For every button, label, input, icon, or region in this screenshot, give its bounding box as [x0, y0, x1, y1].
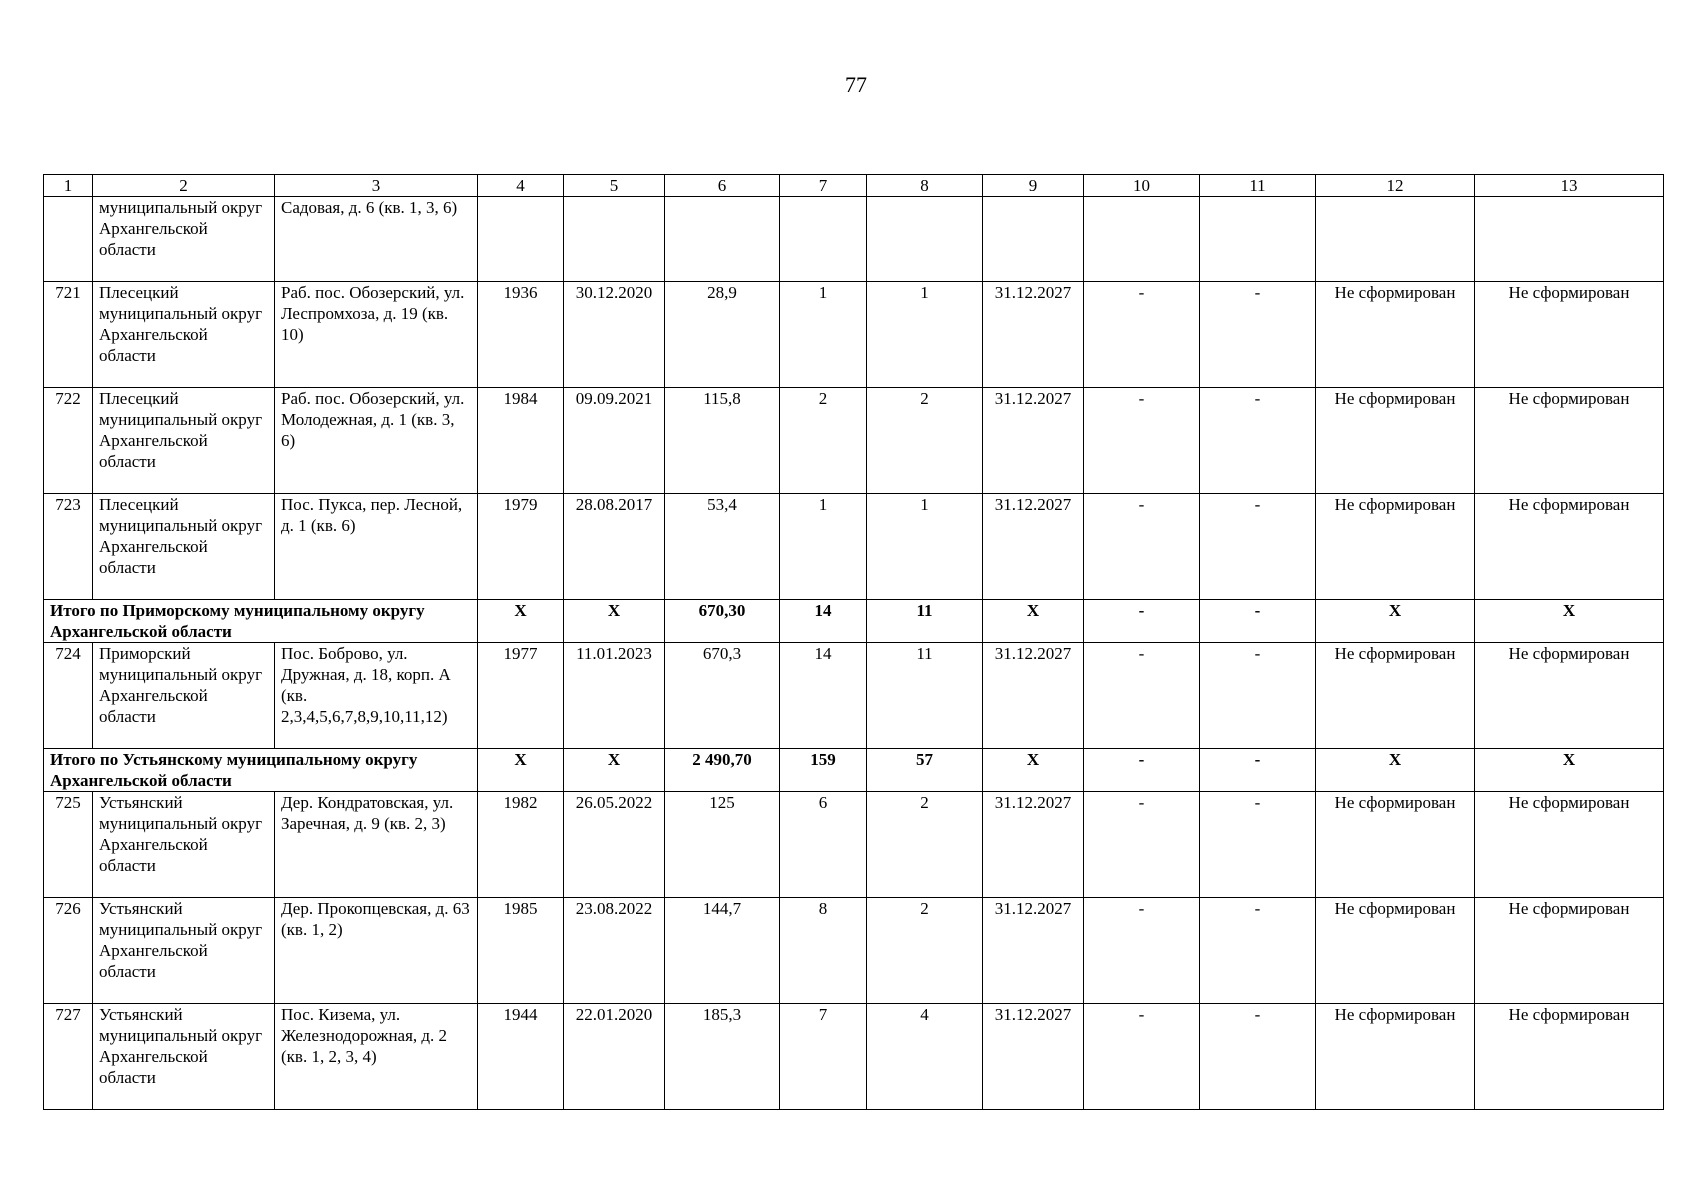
deadline-cell: 31.12.2027 [983, 1004, 1084, 1110]
col12-cell: Не сформирован [1316, 282, 1475, 388]
area-cell: 115,8 [665, 388, 780, 494]
subtotal-c8-cell: 57 [867, 749, 983, 792]
table-row [44, 643, 1664, 749]
col12-cell: Не сформирован [1316, 792, 1475, 898]
col13-cell: Не сформирован [1475, 282, 1664, 388]
row-number-cell: 726 [44, 898, 93, 1004]
subtotal-c4-cell: X [478, 600, 564, 643]
address-cell: Садовая, д. 6 (кв. 1, 3, 6) [275, 197, 478, 282]
column-number: 9 [983, 175, 1084, 197]
district-cell: Плесецкий муниципальный округ Архангельской области [93, 388, 275, 494]
deadline-cell: 31.12.2027 [983, 388, 1084, 494]
col13-cell: Не сформирован [1475, 494, 1664, 600]
column-number: 13 [1475, 175, 1664, 197]
table-row [44, 898, 1664, 1004]
subtotal-c11-cell: - [1200, 600, 1316, 643]
area-cell: 144,7 [665, 898, 780, 1004]
col8-cell: 1 [867, 494, 983, 600]
subtotal-label: Итого по Устьянскому муниципальному округу Архангельской области [44, 749, 478, 792]
column-number: 4 [478, 175, 564, 197]
district-cell: Плесецкий муниципальный округ Архангельской области [93, 282, 275, 388]
column-number: 1 [44, 175, 93, 197]
address-cell: Раб. пос. Обозерский, ул. Молодежная, д. 1 (кв. 3, 6) [275, 388, 478, 494]
date-cell: 09.09.2021 [564, 388, 665, 494]
col13-cell: Не сформирован [1475, 792, 1664, 898]
subtotal-label: Итого по Приморскому муниципальному округу Архангельской области [44, 600, 478, 643]
col8-cell: 2 [867, 898, 983, 1004]
date-cell: 26.05.2022 [564, 792, 665, 898]
year-cell: 1936 [478, 282, 564, 388]
page-number: 77 [845, 72, 867, 97]
col12-cell: Не сформирован [1316, 1004, 1475, 1110]
subtotal-row [44, 600, 1664, 643]
subtotal-c10-cell: - [1084, 600, 1200, 643]
district-cell: Устьянский муниципальный округ Архангельской области [93, 898, 275, 1004]
date-cell: 23.08.2022 [564, 898, 665, 1004]
row-number-cell: 721 [44, 282, 93, 388]
deadline-cell: 31.12.2027 [983, 643, 1084, 749]
subtotal-c8-cell: 11 [867, 600, 983, 643]
deadline-cell: 31.12.2027 [983, 792, 1084, 898]
col10-cell: - [1084, 643, 1200, 749]
col11-cell: - [1200, 388, 1316, 494]
subtotal-c13-cell: X [1475, 600, 1664, 643]
col13-cell: Не сформирован [1475, 643, 1664, 749]
row-number-cell: 722 [44, 388, 93, 494]
table-row [44, 388, 1664, 494]
deadline-cell: 31.12.2027 [983, 494, 1084, 600]
col7-cell: 6 [780, 792, 867, 898]
col11-cell: - [1200, 643, 1316, 749]
col8-cell: 1 [867, 282, 983, 388]
subtotal-c9-cell: X [983, 749, 1084, 792]
col7-cell: 2 [780, 388, 867, 494]
subtotal-row [44, 749, 1664, 792]
row-number-cell: 724 [44, 643, 93, 749]
col11-cell: - [1200, 1004, 1316, 1110]
subtotal-c4-cell: X [478, 749, 564, 792]
col10-cell: - [1084, 282, 1200, 388]
column-number: 11 [1200, 175, 1316, 197]
subtotal-c5-cell: X [564, 600, 665, 643]
subtotal-c6-cell: 2 490,70 [665, 749, 780, 792]
column-number: 10 [1084, 175, 1200, 197]
col7-cell: 7 [780, 1004, 867, 1110]
subtotal-c11-cell: - [1200, 749, 1316, 792]
col12-cell: Не сформирован [1316, 643, 1475, 749]
column-number: 2 [93, 175, 275, 197]
table-row [44, 282, 1664, 388]
col12-cell: Не сформирован [1316, 898, 1475, 1004]
date-cell: 28.08.2017 [564, 494, 665, 600]
col13-cell: Не сформирован [1475, 388, 1664, 494]
address-cell: Раб. пос. Обозерский, ул. Леспромхоза, д. 19 (кв. 10) [275, 282, 478, 388]
table-row [44, 1004, 1664, 1110]
col8-cell: 4 [867, 1004, 983, 1110]
district-cell: Устьянский муниципальный округ Архангельской области [93, 792, 275, 898]
col12-cell: Не сформирован [1316, 494, 1475, 600]
subtotal-c10-cell: - [1084, 749, 1200, 792]
row-number-cell: 723 [44, 494, 93, 600]
date-cell: 11.01.2023 [564, 643, 665, 749]
deadline-cell: 31.12.2027 [983, 898, 1084, 1004]
year-cell: 1944 [478, 1004, 564, 1110]
col10-cell: - [1084, 898, 1200, 1004]
table-row [44, 494, 1664, 600]
row-number-cell: 725 [44, 792, 93, 898]
area-cell: 670,3 [665, 643, 780, 749]
subtotal-c7-cell: 14 [780, 600, 867, 643]
deadline-cell: 31.12.2027 [983, 282, 1084, 388]
column-number-row [44, 175, 1664, 197]
area-cell: 53,4 [665, 494, 780, 600]
col11-cell: - [1200, 494, 1316, 600]
area-cell: 185,3 [665, 1004, 780, 1110]
subtotal-c7-cell: 159 [780, 749, 867, 792]
column-number: 3 [275, 175, 478, 197]
area-cell: 28,9 [665, 282, 780, 388]
date-cell: 30.12.2020 [564, 282, 665, 388]
column-number: 8 [867, 175, 983, 197]
column-number: 12 [1316, 175, 1475, 197]
district-cell: Устьянский муниципальный округ Архангельской области [93, 1004, 275, 1110]
year-cell: 1982 [478, 792, 564, 898]
subtotal-c12-cell: X [1316, 600, 1475, 643]
subtotal-c5-cell: X [564, 749, 665, 792]
address-cell: Дер. Кондратовская, ул. Заречная, д. 9 (кв. 2, 3) [275, 792, 478, 898]
col10-cell: - [1084, 388, 1200, 494]
address-cell: Пос. Боброво, ул. Дружная, д. 18, корп. А (кв. 2,3,4,5,6,7,8,9,10,11,12) [275, 643, 478, 749]
col8-cell: 2 [867, 388, 983, 494]
subtotal-c13-cell: X [1475, 749, 1664, 792]
col13-cell: Не сформирован [1475, 1004, 1664, 1110]
district-cell: Приморский муниципальный округ Архангельской области [93, 643, 275, 749]
subtotal-c12-cell: X [1316, 749, 1475, 792]
col11-cell: - [1200, 282, 1316, 388]
col13-cell: Не сформирован [1475, 898, 1664, 1004]
subtotal-c9-cell: X [983, 600, 1084, 643]
address-cell: Пос. Пукса, пер. Лесной, д. 1 (кв. 6) [275, 494, 478, 600]
date-cell: 22.01.2020 [564, 1004, 665, 1110]
col8-cell: 2 [867, 792, 983, 898]
col7-cell: 8 [780, 898, 867, 1004]
col10-cell: - [1084, 1004, 1200, 1110]
col11-cell: - [1200, 792, 1316, 898]
col12-cell: Не сформирован [1316, 388, 1475, 494]
col8-cell: 11 [867, 643, 983, 749]
subtotal-c6-cell: 670,30 [665, 600, 780, 643]
col7-cell: 14 [780, 643, 867, 749]
year-cell: 1977 [478, 643, 564, 749]
row-number-cell: 727 [44, 1004, 93, 1110]
col7-cell: 1 [780, 282, 867, 388]
table-row [44, 792, 1664, 898]
address-cell: Дер. Прокопцевская, д. 63 (кв. 1, 2) [275, 898, 478, 1004]
col11-cell: - [1200, 898, 1316, 1004]
column-number: 7 [780, 175, 867, 197]
address-cell: Пос. Кизема, ул. Железнодорожная, д. 2 (кв. 1, 2, 3, 4) [275, 1004, 478, 1110]
year-cell: 1979 [478, 494, 564, 600]
district-cell: Плесецкий муниципальный округ Архангельской области [93, 494, 275, 600]
col10-cell: - [1084, 494, 1200, 600]
table-row-continued [44, 197, 1664, 282]
year-cell: 1984 [478, 388, 564, 494]
column-number: 5 [564, 175, 665, 197]
col10-cell: - [1084, 792, 1200, 898]
housing-register-table [43, 174, 1664, 1110]
column-number: 6 [665, 175, 780, 197]
year-cell: 1985 [478, 898, 564, 1004]
col7-cell: 1 [780, 494, 867, 600]
district-cell: муниципальный округ Архангельской области [93, 197, 275, 282]
area-cell: 125 [665, 792, 780, 898]
